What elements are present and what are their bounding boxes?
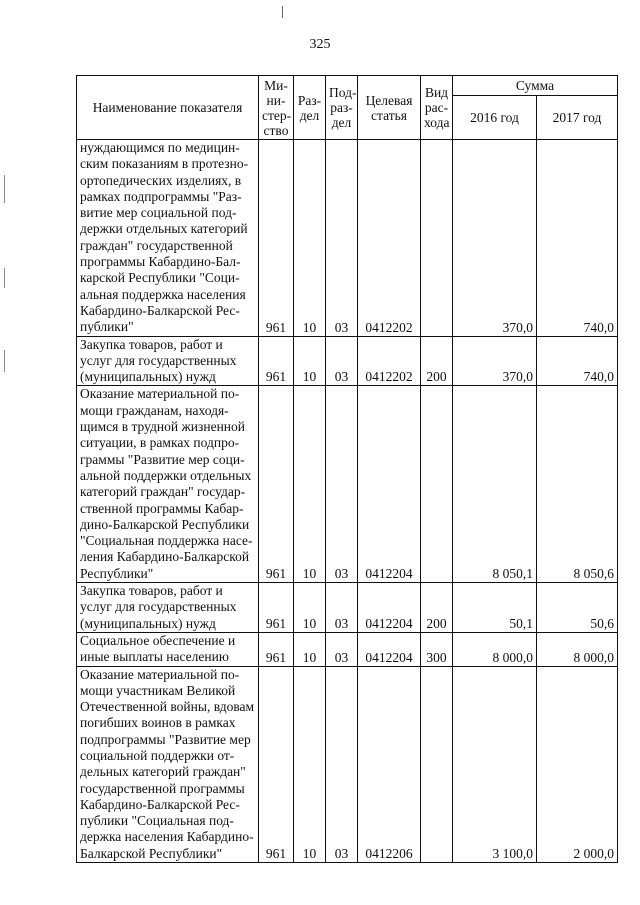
row-ministry: 961 [259, 140, 294, 337]
row-ministry: 961 [259, 666, 294, 863]
table-row [77, 666, 618, 863]
row-section: 10 [294, 336, 326, 386]
header-ministry: Ми- ни- стер- ство [259, 76, 294, 140]
row-amount-2016: 370,0 [453, 336, 537, 386]
row-section: 10 [294, 632, 326, 666]
row-amount-2017: 50,6 [537, 583, 618, 633]
row-target: 0412204 [358, 632, 421, 666]
row-target: 0412202 [358, 336, 421, 386]
scan-mark [4, 350, 5, 372]
row-expense: 300 [421, 632, 453, 666]
header-sum: Сумма [453, 76, 618, 96]
row-section: 10 [294, 583, 326, 633]
row-target: 0412206 [358, 666, 421, 863]
row-section: 10 [294, 666, 326, 863]
row-section: 10 [294, 140, 326, 337]
row-amount-2017: 740,0 [537, 140, 618, 337]
row-target: 0412204 [358, 386, 421, 583]
row-subsection: 03 [326, 632, 358, 666]
row-name: Оказание материальной по- мощи участникам Великой Отечественной войны, вдовам погибших воинов в рамках подпрограммы "Развитие мер социальной поддержки от- дельных категорий граждан" государственной программы Кабардино-Балкарской Рес- публики "Социальная под- держка населения Кабардино- Балкарской Республики" [77, 666, 259, 863]
row-expense [421, 386, 453, 583]
row-subsection: 03 [326, 140, 358, 337]
row-amount-2016: 3 100,0 [453, 666, 537, 863]
row-subsection: 03 [326, 336, 358, 386]
row-ministry: 961 [259, 336, 294, 386]
table-row [77, 632, 618, 666]
scan-mark [4, 175, 5, 203]
row-amount-2016: 50,1 [453, 583, 537, 633]
row-name: Социальное обеспечение и иные выплаты населению [77, 632, 259, 666]
row-amount-2017: 740,0 [537, 336, 618, 386]
table-row [77, 583, 618, 633]
row-amount-2016: 8 000,0 [453, 632, 537, 666]
row-name: Оказание материальной по- мощи гражданам, находя- щимся в трудной жизненной ситуации, в рамках подпро- граммы "Развитие мер соци- альной поддержки отдельных категорий граждан" государ- ственной программы Кабар- дино-Балкарской Республики "Социальная поддержка насе- ления Кабардино-Балкарской Республики" [77, 386, 259, 583]
scan-mark [282, 6, 283, 18]
row-expense: 200 [421, 336, 453, 386]
header-section: Раз- дел [294, 76, 326, 140]
header-target: Целевая статья [358, 76, 421, 140]
row-amount-2016: 370,0 [453, 140, 537, 337]
row-amount-2017: 2 000,0 [537, 666, 618, 863]
table-row [77, 140, 618, 337]
header-expense: Вид рас- хода [421, 76, 453, 140]
row-ministry: 961 [259, 632, 294, 666]
header-year-2017: 2017 год [537, 96, 618, 140]
row-name: нуждающимся по медицин- ским показаниям в протезно- ортопедических изделиях, в рамках подпрограммы "Раз- витие мер социальной под- держки отдельных категорий граждан" государственной программы Кабардино-Бал- карской Республики "Соци- альная поддержка населения Кабардино-Балкарской Рес- публики" [77, 140, 259, 337]
row-ministry: 961 [259, 583, 294, 633]
row-target: 0412204 [358, 583, 421, 633]
row-subsection: 03 [326, 583, 358, 633]
row-ministry: 961 [259, 386, 294, 583]
row-amount-2016: 8 050,1 [453, 386, 537, 583]
scan-mark [4, 268, 5, 288]
row-expense: 200 [421, 583, 453, 633]
budget-table [76, 75, 618, 863]
row-name: Закупка товаров, работ и услуг для государственных (муниципальных) нужд [77, 336, 259, 386]
header-name: Наименование показателя [77, 76, 259, 140]
row-name: Закупка товаров, работ и услуг для государственных (муниципальных) нужд [77, 583, 259, 633]
row-target: 0412202 [358, 140, 421, 337]
header-year-2016: 2016 год [453, 96, 537, 140]
row-subsection: 03 [326, 386, 358, 583]
row-amount-2017: 8 050,6 [537, 386, 618, 583]
row-expense [421, 140, 453, 337]
row-section: 10 [294, 386, 326, 583]
table-row [77, 386, 618, 583]
header-subsection: Под- раз- дел [326, 76, 358, 140]
row-subsection: 03 [326, 666, 358, 863]
table-row [77, 336, 618, 386]
row-expense [421, 666, 453, 863]
page-number: 325 [309, 37, 331, 52]
row-amount-2017: 8 000,0 [537, 632, 618, 666]
